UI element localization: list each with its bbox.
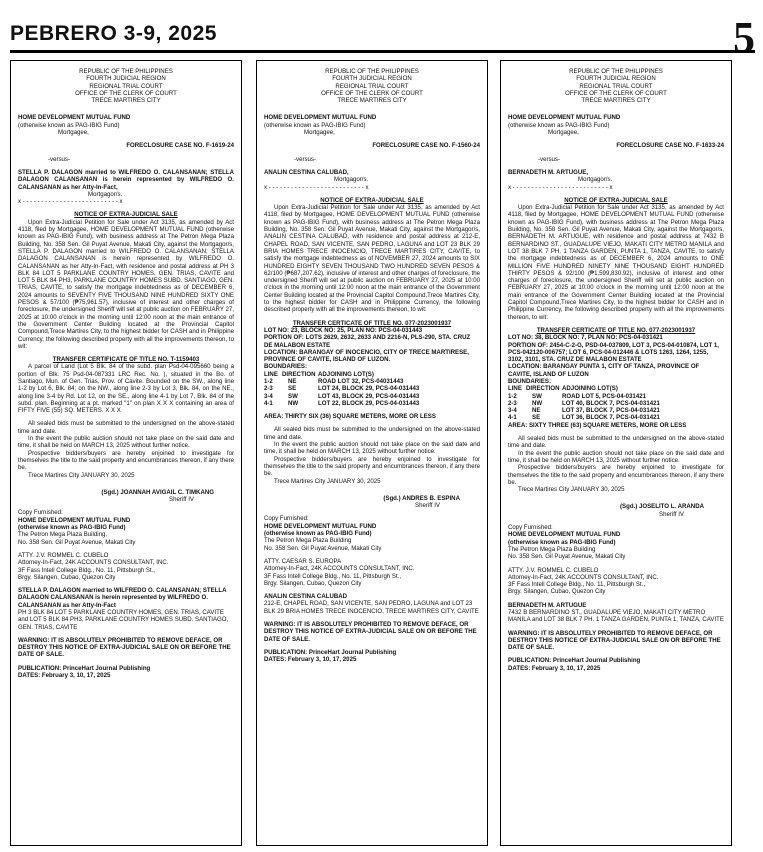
case-number: FORECLOSURE CASE NO. F-1619-24	[126, 142, 234, 150]
copy-mortgagor-name: STELLA P. DALAGON married to WILFREDO O. CALANSANAN; STELLA DALAGON CALANSANAN is herein represented by WILFREDO O. CALANSANAN as her Atty-In-Fact	[18, 587, 227, 609]
boundary-line: 2-3	[508, 399, 517, 407]
mortgagee-role: Mortgagee,	[58, 129, 89, 137]
lot-info: PORTION OF: 2454-C-2-G, PSD-04-037809, LOT 3, PCS-04-010874, LOT 1, PCS-042120-006757; LOT 6, PCS-04-012446 & LOTS 1263, 1264, 1255, 3102, 3101, STA. CRUZ DE MALABON ESTATE	[508, 341, 719, 364]
sheriff-title: Sheriff IV	[169, 496, 194, 504]
bidders-paragraph: Prospective bidders/buyers are hereby enjoined to investigate for themselves the title to the said property and encumbrances thereon, if any there be.	[18, 449, 234, 472]
notice-body: Upon Extra-Judicial Petition for Sale under Act 3135, as amended by Act 4118, filed by Mortgagee, HOME DEVELOPMENT MUTUAL FUND (otherwise known as PAG-IBIG Fund), with business address at The Petron Mega Plaza Building, No. 358 Sen. Gil Puyat Avenue, Makati City, against the Mortgagor/s, BERNADETH M. ARTUGUE, with residence and postal address at 7432 B BERNARDINO ST., GUADALUPE VIEJO, MAKATI CITY METRO MANILA and LOT 38 BLK 7 PH. 1 TANZA GARDEN, PUNTA 1, TANZA, CAVITE, to satisfy the mortgage indebtedness as of DECEMBER 6, 2024 amounts to ONE MILLION FIVE HUNDRED NINETY NINE THOUSAND EIGHT HUNDRED THIRTY PESOS & 92/100 (₱1,599,830.92), inclusive of interest and other charges of foreclosure, the undersigned Sheriff will set at public auction on FEBRUARY 27, 2025 at 10:00 o'clock in the morning until 12:00 noon at the main entrance of the Government Center Building located at the Provincial Capitol Compound,Trece Martires City, to the highest bidder for CASH and in Philippine Currency, the following described property with all the improvements thereon, to wit:	[508, 204, 724, 321]
court-line: OFFICE OF THE CLERK OF COURT	[75, 89, 177, 97]
court-line: FOURTH JUDICIAL REGION	[576, 75, 656, 83]
copy-furnished-label: Copy Furnished:	[264, 515, 309, 523]
court-line: REPUBLIC OF THE PHILIPPINES	[325, 68, 419, 75]
court-line: TRECE MARTIRES CITY	[337, 97, 407, 105]
dateline: Trece Martires City JANUARY 30, 2025	[274, 477, 381, 485]
copy-recipient-line: No. 358 Sen. Gil Puyat Avenue, Makati City	[18, 538, 136, 546]
sheriff-signature: (Sgd.) JOSELITO L. ARANDA	[620, 503, 704, 511]
boundary-adjoining: ROAD LOT 32, PCS-04031443	[318, 377, 404, 385]
notice-body: Upon Extra-Judicial Petition for Sale under Act 3135, as amended by Act 4118, filed by Mortgagee, HOME DEVELOPMENT MUTUAL FUND (otherwise known as PAG-IBIG Fund), with business address at The Petron Mega Plaza Building, No. 358 Sen. Gil Puyat Avenue, Makati City, against the Mortgagor/s, ANALIN CESTINA CALUBAD, with residence and postal address at 212-E, CHAPEL ROAD, SAN VICENTE, SAN PEDRO, LAGUNA and LOT 23 BLK 29 BRIA HOMES TRECE INOCENCIO, TRECE MARTIRES CITY, CAVITE, to satisfy the mortgage indebtedness as of NOVEMBER 27, 2024 amounts to SIX HUNDRED EIGHTY SEVEN THOUSAND TWO HUNDRED SEVEN PESOS & 62/100 (₱687,207.62), inclusive of interest and other charges of foreclosure, the undersigned Sheriff will set at public auction on FEBRUARY 27, 2025 at 10:00 o'clock in the morning until 12:00 noon at the main entrance of the Government Center Building located at the Provincial Capitol Compound,Trece Martires City, to the highest bidder for CASH and in Philippine Currency, the following described property with all the improvements thereon, to wit:	[264, 204, 480, 314]
copy-mortgagor-address: 212-E, CHAPEL ROAD, SAN VICENTE, SAN PEDRO, LAGUNA and LOT 23 BLK 29 BRIA HOMES TRECE INOCENCIO, TRECE MARTIRES CITY, CAVITE	[264, 600, 479, 615]
boundary-row	[264, 378, 480, 385]
page-title: PEBRERO 3-9, 2025	[10, 22, 217, 45]
publication-dates: DATES: February 3, 10, 17, 2025	[18, 672, 111, 680]
boundary-adjoining: LOT 37, BLOCK 7, PCS-04-031421	[562, 407, 660, 415]
bids-paragraph: All sealed bids must be submitted to the undersigned on the above-stated time and date.	[508, 435, 724, 450]
boundary-line: 3-4	[264, 392, 273, 400]
copy-recipient-line: ATTY. CAESAR S. EUROPA	[264, 557, 342, 565]
mortgagor-name: STELLA P. DALAGON married to WILFREDO O. CALANSANAN; STELLA DALAGON CALANSANAN is herein represented by WILFREDO O. CALANSANAN as her Atty-In-Fact,	[18, 168, 234, 191]
boundary-direction: SW	[288, 392, 298, 400]
boundary-adjoining: LOT 36, BLOCK 7, PCS-04-031421	[562, 414, 660, 422]
mortgagee-name: HOME DEVELOPMENT MUTUAL FUND	[18, 114, 131, 122]
boundary-adjoining: LOT 22, BLOCK 29, PCS-04-031443	[318, 399, 420, 407]
boundary-line: 1-2	[264, 377, 273, 385]
boundaries-header	[508, 385, 724, 392]
boundary-direction: NE	[532, 407, 541, 415]
court-line: REGIONAL TRIAL COURT	[579, 82, 653, 90]
court-heading	[264, 68, 480, 104]
bids-paragraph: All sealed bids must be submitted to the undersigned on the above-stated time and date.	[18, 420, 234, 435]
boundary-row	[264, 385, 480, 392]
mortgagor-name: ANALIN CESTINA CALUBAD,	[264, 168, 349, 176]
copy-recipient-line: Brgy. Silangen, Cubao, Quezon City	[18, 573, 116, 581]
boundary-row	[508, 414, 724, 421]
bids-paragraph: All sealed bids must be submitted to the undersigned on the above-stated time and date.	[264, 426, 480, 441]
col-header: ADJOINING LOT(S)	[318, 370, 374, 378]
copy-recipient-line: (otherwise known as PAG-IBIG Fund)	[508, 538, 616, 546]
boundary-line: 3-4	[508, 407, 517, 415]
copy-recipient-line: HOME DEVELOPMENT MUTUAL FUND	[18, 516, 131, 524]
boundaries-title: BOUNDARIES:	[508, 377, 551, 385]
mortgagee-role: Mortgagee,	[548, 129, 579, 137]
notice-column-3	[500, 60, 732, 846]
dateline: Trece Martires City JANUARY 30, 2025	[28, 471, 135, 479]
lot-info: LOT NO: 23, BLOCK NO: 25, PLAN NO: PCS-04-031443	[264, 326, 423, 334]
mortgagee-aka: (otherwise known as PAG-IBIG Fund)	[264, 121, 366, 129]
copy-mortgagor-address: PH 3 BLK 84 LOT 5 PARKLANE COUNTRY HOMES, GEN. TRIAS, CAVITE and LOT 5 BLK 84 PH3, PARKLANE COUNTRY HOMES SUBD. SANTIAGO, GEN. TRIAS, CAVITE	[18, 609, 229, 631]
header-rule	[10, 50, 755, 53]
dateline: Trece Martires City JANUARY 30, 2025	[518, 486, 625, 494]
lot-info: LOCATION: BARANGAY OF INOCENCIO, CITY OF TRECE MARTIRESE, PROVINCE OF CAVITE, ISLAND OF LUZON.	[264, 348, 469, 364]
reschedule-paragraph: In the event the public auction should not take place on the said date and time, it shall be held on MARCH 13, 2025 without further notice.	[18, 435, 234, 450]
copy-recipient-line: 3F Fass Intell College Bldg., No. 11, Pittsburgh St.,	[264, 572, 402, 580]
boundary-line: 2-3	[264, 385, 273, 393]
lot-info: LOT NO: 38, BLOCK NO: 7, PLAN NO: PCS-04-031421	[508, 334, 663, 342]
copy-recipient-line: HOME DEVELOPMENT MUTUAL FUND	[264, 522, 377, 530]
boundary-direction: SW	[532, 392, 542, 400]
bidders-paragraph: Prospective bidders/buyers are hereby enjoined to investigate for themselves the title to the said property and encumbrances thereon, if any there be.	[264, 455, 480, 478]
copy-recipient-line: 3F Fass Intell College Bldg., No. 11, Pittsburgh St.,	[508, 581, 646, 589]
boundaries-header	[264, 371, 480, 378]
notice-title: NOTICE OF EXTRA-JUDICIAL SALE	[320, 196, 424, 204]
boundary-direction: SE	[288, 385, 297, 393]
court-line: OFFICE OF THE CLERK OF COURT	[565, 89, 667, 97]
mortgagor-role: Mortgagor/s.	[578, 176, 613, 184]
copy-mortgagor-address: 7432 B BERNARDINO ST., GUADALUPE VIEJO, MAKATI CITY METRO MANILA and LOT 38 BLK 7 PH. 1 TANZA GARDEN, PUNTA 1, TANZA, CAVITE	[508, 609, 724, 624]
versus-label: -versus-	[48, 155, 71, 163]
copy-recipient-line: (otherwise known as PAG-IBIG Fund)	[264, 530, 372, 538]
boundary-direction: NE	[288, 377, 297, 385]
boundary-line: 1-2	[508, 392, 517, 400]
boundary-line: 4-1	[508, 414, 517, 422]
court-line: REPUBLIC OF THE PHILIPPINES	[569, 68, 663, 75]
publication-text: PUBLICATION: PrinceHart Journal Publishing	[264, 648, 397, 656]
boundary-row	[508, 400, 724, 407]
publication-dates: DATES: February 3, 10, 17, 2025	[508, 664, 601, 672]
mortgagee-name: HOME DEVELOPMENT MUTUAL FUND	[508, 114, 621, 122]
notice-column-1	[10, 60, 242, 846]
copy-recipient-line: No. 358 Sen. Gil Puyat Avenue, Makati City	[264, 544, 382, 552]
col-header: DIRECTION	[282, 370, 316, 378]
tct-title: TRANSFER CERTIFICATE OF TITLE NO. T-1159403	[52, 356, 200, 364]
copy-furnished-label: Copy Furnished:	[18, 509, 63, 517]
bidders-paragraph: Prospective bidders/buyers are hereby enjoined to investigate for themselves the title to the said property and encumbrances thereon, if any there be.	[508, 464, 724, 486]
boundary-adjoining: LOT 40, BLOCK 7, PCS-04-031421	[562, 399, 660, 407]
copy-recipient-line: No. 358 Sen. Gil Puyat Avenue, Makati City	[508, 553, 626, 561]
boundary-row	[508, 393, 724, 400]
property-description: A parcel of Land (Lot 5 Blk. 84 of the subd. plan Psd-04-095660 being a portion of Blk. 75 Psd-04-087331 LRC Rec. No. ), situated in the Bo. of Santiago, Mun. of Gen. Trias, Prov. of Cavite. Bounded on the SW., along line 1-2 by Lot 6, Blk. 84; on the NW., along line 2-3 by Lot 3, Blk. 84, on the NE., along line 3-4 by Rd. Lot 12, on the SE., along line 4-1 by Lot 7, Blk. 84 of the subd. plan. Beginning at a pt. marked "1" on plan X X X containing an area of FIFTY FIVE (55) SQ. METERS. X X X	[18, 363, 234, 415]
mortgagee-role: Mortgagee,	[304, 129, 335, 137]
lot-area: AREA: THIRTY SIX (36) SQUARE METERS, MORE OR LESS	[264, 413, 436, 421]
boundary-row	[264, 393, 480, 400]
court-line: TRECE MARTIRES CITY	[581, 97, 651, 105]
copy-recipient-line: The Petron Mega Plaza Building,	[18, 531, 108, 539]
versus-label: -versus-	[538, 155, 561, 163]
copy-recipient-line: (otherwise known as PAG-IBIG Fund)	[18, 524, 126, 532]
court-line: FOURTH JUDICIAL REGION	[332, 75, 412, 83]
mortgagor-role: Mortgagor/s.	[88, 190, 123, 198]
boundaries-title: BOUNDARIES:	[264, 363, 307, 371]
warning-text: WARNING: IT IS ABSOLUTELY PROHIBITED TO REMOVE DEFACE, OR DESTROY THIS NOTICE OF EXTRA-JUDICIAL SALE ON OR BEFORE THE DATE OF SALE.	[18, 636, 231, 659]
mortgagee-name: HOME DEVELOPMENT MUTUAL FUND	[264, 114, 377, 122]
mortgagor-role: Mortgagor/s.	[334, 176, 369, 184]
publication-text: PUBLICATION: PrinceHart Journal Publishing	[18, 664, 151, 672]
copy-recipient-line: ATTY. J.V. ROMMEL C. CUBELO	[508, 566, 599, 574]
copy-recipient-line: 3F Fass Intell College Bldg., No. 11, Pittsburgh St.,	[18, 566, 156, 574]
col-header: DIRECTION	[526, 385, 560, 393]
publication-text: PUBLICATION: PrinceHart Journal Publishing	[508, 657, 641, 665]
copy-mortgagor-name: ANALIN CESTINA CALUBAD	[264, 593, 348, 601]
lot-area: AREA: SIXTY THREE (63) SQUARE METERS, MORE OR LESS	[508, 421, 687, 429]
page-number: 5	[733, 13, 755, 62]
reschedule-paragraph: In the event the public auction should not take place on the said date and time, it shall be held on MARCH 13, 2025 without further notice.	[508, 449, 724, 464]
copy-recipient-line: ATTY. J.V. ROMMEL C. CUBELO	[18, 551, 109, 559]
sheriff-title: Sheriff IV	[659, 510, 684, 518]
copy-recipient-line: Attorney-In-Fact, 24K ACCOUNTS CONSULTANT, INC.	[264, 565, 415, 573]
col-header: LINE	[264, 370, 278, 378]
copy-recipient-line: The Petron Mega Plaza Building	[508, 545, 596, 553]
boundary-line: 4-1	[264, 399, 273, 407]
tct-title: TRANSFER CERTICATE OF TITLE NO. 077-2023001937	[292, 319, 452, 327]
mortgagor-name: BERNADETH M. ARTUGUE,	[508, 168, 589, 176]
copy-recipient-line: Brgy. Silangen, Cubao, Quezon City	[508, 588, 606, 596]
boundary-row	[264, 400, 480, 407]
boundary-adjoining: ROAD LOT 5, PCS-04-031421	[562, 392, 646, 400]
sheriff-title: Sheriff IV	[415, 502, 440, 510]
boundary-direction: SE	[532, 414, 541, 422]
boundary-direction: NW	[532, 399, 543, 407]
caption-divider: x - - - - - - - - - - - - - - - - - - - - - - - - - - x	[264, 183, 369, 191]
case-number: FORECLOSURE CASE NO. F-1633-24	[616, 142, 724, 150]
court-line: TRECE MARTIRES CITY	[91, 97, 161, 105]
col-header: LINE	[508, 385, 522, 393]
notice-title: NOTICE OF EXTRA-JUDICIAL SALE	[74, 211, 178, 219]
caption-divider: x - - - - - - - - - - - - - - - - - - - - - - - - - - x	[508, 183, 613, 191]
court-heading	[508, 68, 724, 104]
boundary-adjoining: LOT 24, BLOCK 29, PCS-04-031443	[318, 385, 420, 393]
court-line: REPUBLIC OF THE PHILIPPINES	[79, 68, 173, 75]
warning-text: WARNING: IT IS ABSOLUTELY PROHIBITED TO REMOVE DEFACE, OR DESTROY THIS NOTICE OF EXTRA-JUDICIAL SALE ON OR BEFORE THE DATE OF SALE.	[508, 629, 721, 652]
copy-recipient-line: Brgy. Silangen, Cubao, Quezon City	[264, 579, 362, 587]
publication-dates: DATES: February 3, 10, 17, 2025	[264, 656, 357, 664]
sheriff-signature: (Sgd.) ANDRES B. ESPINA	[383, 494, 460, 502]
court-line: FOURTH JUDICIAL REGION	[86, 75, 166, 83]
lot-info: LOCATION: BARANGAY PUNTA 1, CITY OF TANZA, PROVINCE OF CAVITE, ISLAND OF LUZON	[508, 363, 700, 378]
boundary-row	[508, 407, 724, 414]
reschedule-paragraph: In the event the public auction should not take place on the said date and time, it shall be held on MARCH 13, 2025 without further notice.	[264, 441, 480, 456]
page-header	[10, 13, 755, 62]
mortgagee-aka: (otherwise known as PAG-IBIG Fund)	[508, 121, 610, 129]
notice-body: Upon Extra-Judicial Petition for Sale under Act 3135, as amended by Act 4118, filed by Mortgagee, HOME DEVELOPMENT MUTUAL FUND (otherwise known as PAG-IBIG Fund), with business address at The Petron Mega Plaza Building, No. 358 Sen. Gil Puyat Avenue, Makati City, against the Mortgagor/s, STELLA P. DALAGON married to WILFREDO O. CALANSANAN; STELLA DALAGON CALANSANAN is herein represented by WILFREDO O. CALANSANAN as her Atty-In-Fact, with residence and postal address at PH 3 BLK 84 LOT 5 PARKLANE COUNTRY HOMES, GEN. TRIAS, CAVITE and LOT 5 BLK 84 PH3, PARKLANE COUNTRY HOMES SUBD. SANTIAGO, GEN. TRIAS, CAVITE, to satisfy the mortgage indebtedness as of DECEMBER 6, 2024 amounts to SEVENTY FIVE THOUSAND NINE HUNDRED SIXTY ONE PESOS & 57/100 (₱75,961.57), inclusive of interest and other charges of foreclosure, the undersigned Sheriff will set at public auction on FEBRUARY 27, 2025 at 10:00 o'clock in the morning until 12:00 noon at the main entrance of the Government Center Building located at the Provincial Capitol Compound,Trece Martires City, to the highest bidder for CASH and in Philippine Currency, the following described property with all the improvements thereon, to wit:	[18, 218, 234, 350]
court-line: OFFICE OF THE CLERK OF COURT	[321, 89, 423, 97]
boundary-direction: NW	[288, 399, 299, 407]
col-header: ADJOINING LOT(S)	[562, 385, 618, 393]
notice-column-2	[256, 60, 488, 846]
court-line: REGIONAL TRIAL COURT	[89, 82, 163, 90]
copy-recipient-line: The Petron Mega Plaza Building	[264, 537, 352, 545]
copy-recipient-line: Attorney-In-Fact, 24K ACCOUNTS CONSULTANT, INC.	[18, 559, 169, 567]
copy-recipient-line: HOME DEVELOPMENT MUTUAL FUND	[508, 531, 621, 539]
tct-title: TRANSFER CERTICATE OF TITLE NO. 077-2023001937	[536, 326, 696, 334]
court-heading	[18, 68, 234, 104]
notice-title: NOTICE OF EXTRA-JUDICIAL SALE	[564, 196, 668, 204]
court-line: REGIONAL TRIAL COURT	[335, 82, 409, 90]
mortgagee-aka: (otherwise known as PAG-IBIG Fund)	[18, 121, 120, 129]
versus-label: -versus-	[294, 155, 317, 163]
copy-furnished-label: Copy Furnished:	[508, 524, 553, 532]
warning-text: WARNING: IT IS ABSOLUTELY PROHIBITED TO REMOVE DEFACE, OR DESTROY THIS NOTICE OF EXTRA-JUDICIAL SALE ON OR BEFORE THE DATE OF SALE.	[264, 621, 477, 643]
sheriff-signature: (Sgd.) JOANNAH AVIGAIL C. TIMKANG	[101, 488, 214, 496]
case-number: FORECLOSURE CASE NO. F-1560-24	[372, 142, 480, 150]
caption-divider: x - - - - - - - - - - - - - - - - - - - - - - - - - - x	[18, 198, 123, 206]
copy-mortgagor-name: BERNADETH M. ARTUGUE	[508, 601, 587, 609]
boundary-adjoining: LOT 43, BLOCK 29, PCS-04-031443	[318, 392, 420, 400]
lot-info: PORTION OF: LOTS 2629, 2632, 2633 AND 2216-N, PLS-290, STA. CRUZ DE MALABON ESTATE	[264, 334, 471, 349]
copy-recipient-line: Attorney-In-Fact, 24K ACCOUNTS CONSULTANT, INC.	[508, 573, 659, 581]
